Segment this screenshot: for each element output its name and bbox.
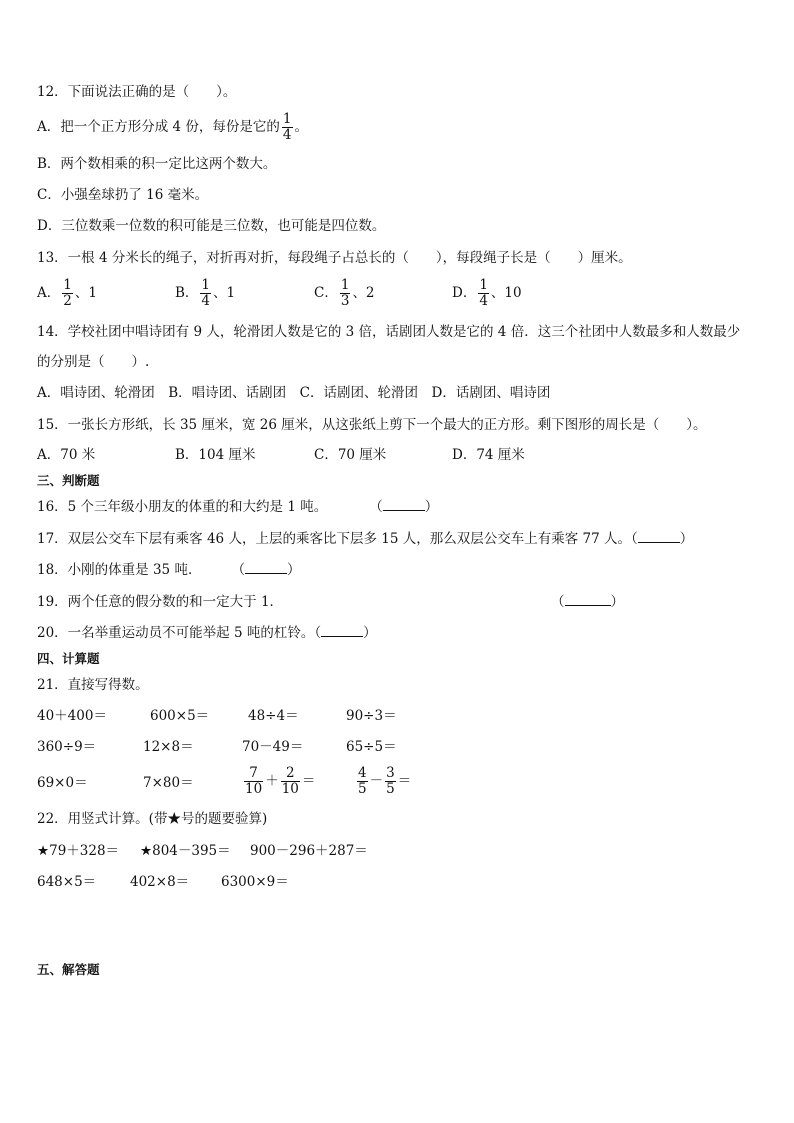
- fraction: $\frac{1}{4}$: [479, 277, 488, 309]
- q13-option-c: C． $\frac{1}{3}$ 、2: [314, 277, 375, 309]
- q12-option-b: B．两个数相乘的积一定比这两个数大。: [37, 156, 277, 172]
- calc-item: 900－296＋287＝: [250, 843, 368, 859]
- calc-item: 402×8＝: [130, 874, 190, 890]
- fraction: $\frac{3}{5}$: [386, 765, 395, 797]
- q12-option-a: A．把一个正方形分成 4 份，每份是它的 $\frac{1}{4}$ 。: [37, 111, 309, 143]
- calc-item: 12×8＝: [143, 739, 194, 755]
- fraction: $\frac{1}{4}$: [282, 111, 292, 143]
- calc-item: 7×80＝: [143, 775, 194, 791]
- fraction: $\frac{1}{2}$: [63, 277, 72, 309]
- answer-blank[interactable]: [638, 530, 680, 543]
- fraction: $\frac{7}{10}$: [245, 765, 263, 797]
- q15-option-b: B．104 厘米: [175, 447, 256, 463]
- answer-blank[interactable]: [321, 624, 363, 637]
- answer-blank[interactable]: [565, 593, 611, 606]
- answer-blank[interactable]: [245, 561, 287, 574]
- section-title-word-problems: 五、解答题: [37, 962, 100, 977]
- q20: 20．一名举重运动员不可能举起 5 吨的杠铃。（ ）: [37, 625, 377, 641]
- q14-stem-line1: 14．学校社团中唱诗团有 9 人，轮滑团人数是它的 3 倍，话剧团人数是它的 4 倍．这三个社团中人数最多和人数最少: [37, 324, 741, 340]
- q13-option-b: B． $\frac{1}{4}$ 、1: [175, 277, 236, 309]
- calc-item: 70－49＝: [242, 739, 304, 755]
- calc-item: 6300×9＝: [221, 874, 289, 890]
- fraction: $\frac{1}{3}$: [340, 277, 350, 309]
- calc-item: ★79＋328＝: [37, 843, 120, 859]
- section-title-calculation: 四、计算题: [37, 651, 100, 666]
- q12-option-a-text: A．把一个正方形分成 4 份，每份是它的: [37, 119, 280, 135]
- q16: 16．5 个三年级小朋友的体重的和大约是 1 吨。 （ ）: [37, 499, 439, 515]
- calc-item: 65÷5＝: [346, 739, 397, 755]
- q12-option-d: D．三位数乘一位数的积可能是三位数，也可能是四位数。: [37, 218, 386, 234]
- section-title-judgement: 三、判断题: [37, 473, 100, 488]
- q15-option-d: D．74 厘米: [452, 447, 525, 463]
- q14-options: A．唱诗团、轮滑团 B．唱诗团、话剧团 C．话剧团、轮滑团 D．话剧团、唱诗团: [37, 385, 551, 401]
- q18: 18．小刚的体重是 35 吨． （ ）: [37, 562, 301, 578]
- q13-option-a: A． $\frac{1}{2}$ 、1: [37, 277, 97, 309]
- q17: 17．双层公交车下层有乘客 46 人，上层的乘客比下层多 15 人，那么双层公交车上有乘客 77 人。（ ）: [37, 531, 694, 547]
- calc-item: 600×5＝: [150, 708, 210, 724]
- calc-item: 360÷9＝: [37, 739, 97, 755]
- q21-stem: 21．直接写得数。: [37, 677, 149, 693]
- answer-blank[interactable]: [383, 498, 425, 511]
- calc-item: 69×0＝: [37, 775, 88, 791]
- fraction: $\frac{2}{10}$: [281, 765, 299, 797]
- q15-option-c: C．70 厘米: [314, 447, 387, 463]
- q15-option-a: A．70 米: [37, 447, 96, 463]
- fraction: $\frac{1}{4}$: [201, 277, 211, 309]
- calc-item: 648×5＝: [37, 874, 97, 890]
- q13-stem: 13．一根 4 分米长的绳子，对折再对折，每段绳子占总长的（ ），每段绳子长是（ ）厘米。: [37, 250, 632, 266]
- q14-stem-line2: 的分别是（ ）.: [37, 354, 150, 370]
- calc-item: ★804－395＝: [140, 843, 231, 859]
- calc-item: 90÷3＝: [346, 708, 397, 724]
- q19-answer: （ ）: [551, 594, 624, 610]
- q15-stem: 15．一张长方形纸，长 35 厘米，宽 26 厘米，从这张纸上剪下一个最大的正方形。剩下图形的周长是（ ）。: [37, 417, 707, 433]
- q13-option-d: D． $\frac{1}{4}$ 、10: [452, 277, 522, 309]
- q12-stem: 12．下面说法正确的是（ ）。: [37, 84, 237, 100]
- q22-stem: 22．用竖式计算。(带★号的题要验算): [37, 811, 268, 827]
- q19: 19．两个任意的假分数的和一定大于 1．: [37, 594, 284, 610]
- fraction: $\frac{4}{5}$: [358, 765, 367, 797]
- fraction-expression: $\frac{4}{5}$ － $\frac{3}{5}$ ＝: [358, 765, 412, 797]
- q12-option-c: C．小强垒球扔了 16 毫米。: [37, 187, 209, 203]
- calc-item: 48÷4＝: [248, 708, 299, 724]
- fraction-expression: $\frac{7}{10}$ ＋ $\frac{2}{10}$ ＝: [245, 765, 316, 797]
- calc-item: 40＋400＝: [37, 708, 107, 724]
